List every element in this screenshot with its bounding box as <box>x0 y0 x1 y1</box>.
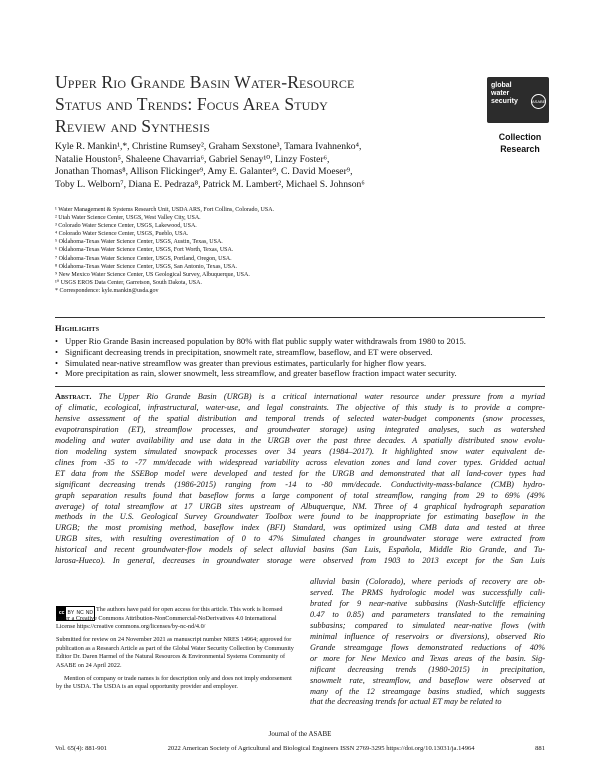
abstract-line: hensive assessment of the spatial distribution and temporal trends of selected water-budget components (snow processes, <box>55 413 545 423</box>
abstract-line: minimal influence of reservoirs or diversions), observed Rio <box>310 631 545 641</box>
abstract-line: tion modeling system simulated snowpack processes over 34 years (1984–2017). It highlighted snow water equivalent de- <box>55 446 545 456</box>
paper-title <box>55 71 475 137</box>
abstract-line: Grande streamgage flows demonstrated reductions of 40% <box>310 642 545 652</box>
affiliation: ² Utah Water Science Center, USGS, West Valley City, USA. <box>55 215 201 222</box>
abstract-line: evapotranspiration (ET), streamflow processes, and groundwater storage) using integrated analyses, such as watershed <box>55 424 545 434</box>
abstract-line: average) of total streamflow at 17 URGB sites upstream of Albuquerque, NM. Three of 4 graphical hydrograph separation <box>55 501 545 511</box>
abstract-line: Abstract. The Upper Rio Grande Basin (URGB) is a critical international water resource under pressure from a myriad <box>55 392 545 401</box>
affiliation: ¹ Water Management & Systems Research Unit, USDA ARS, Fort Collins, Colorado, USA. <box>55 207 275 213</box>
abstract-line: ET data from the SSEBop model were developed and tested for the URGB and demonstrated that all land-cover types had <box>55 468 545 478</box>
highlight-item: • Upper Rio Grande Basin increased population by 80% with flat public supply water withdrawals from 1980 to 2015. <box>55 336 545 347</box>
abstract-line: snowmelt rate, streamflow, and baseflow were observed at <box>310 675 545 685</box>
front-matter-notes <box>56 606 296 696</box>
affiliation: ³ Colorado Water Science Center, USGS, Lakewood, USA. <box>55 223 197 230</box>
abstract-line: alluvial basin (Colorado), where periods of recovery are ob- <box>310 577 545 586</box>
highlight-item: • More precipitation as rain, slower snowmelt, less streamflow, and greater baseflow fraction impact water security. <box>55 368 545 379</box>
abstract <box>55 392 545 567</box>
abstract-line: that the decreasing trends for actual ET may be related to <box>310 697 502 707</box>
volume-info: Vol. 65(4): 881-901 <box>55 745 108 752</box>
abstract-label: Abstract. <box>55 392 92 401</box>
highlights-bottom-rule <box>55 386 545 387</box>
highlight-item: • Significant decreasing trends in precipitation, snowmelt rate, streamflow, baseflow, and ET were observed. <box>55 347 545 358</box>
page-footer <box>55 745 545 752</box>
abstract-line: of climatic, ecological, infrastructural, water-use, and legal constraints. The objective of this study is to provide a compre- <box>55 402 545 412</box>
correspondence: * Correspondence: kyle.mankin@usda.gov <box>55 287 159 294</box>
abstract-line: nificant decreasing trends (1980-2015) in precipitation, <box>310 664 545 674</box>
author-line: Jonathan Thomas⁸, Allison Flickinger⁹, Amy E. Galanter⁹, C. David Moeser⁹, <box>55 166 353 178</box>
affiliation: ⁶ Oklahoma-Texas Water Science Center, USGS, Fort Worth, Texas, USA. <box>55 247 234 254</box>
page-number: 881 <box>535 745 545 752</box>
submission-note: Submitted for review on 24 November 2021 as manuscript number NRES 14964; approved for publication as a Research Article as part of the Global Water Security Collection by Community Editor Dr. Daren Harmel of the Natural Resources & Environmental Systems Community of ASABE on 24 April 2022. <box>56 636 294 669</box>
logo-text: global water security <box>491 82 518 105</box>
highlights-heading: Highlights <box>55 323 100 333</box>
collection-label: Collection Research <box>498 132 542 154</box>
abstract-line: many of the 12 streamgage basins studied, which suggests <box>310 686 545 696</box>
abstract-line: 0.47 to 0.85) and parameters translated to the remaining <box>310 609 545 619</box>
abstract-line: URGB sites, with resulting overestimation of 0 to 47% Simulated changes in groundwater storage were extracted from <box>55 534 545 544</box>
disclaimer-note: Mention of company or trade names is for description only and does not imply endorsement by the USDA. The USDA is an equal opportunity provider and employer. <box>56 674 292 690</box>
author-list <box>55 141 475 192</box>
abstract-line: historical and recent groundwater-flow models of select alluvial basins (San Luis, Española, Middle Rio Grande, and Tu- <box>55 545 545 555</box>
highlight-item: • Simulated near-native streamflow was greater than previous estimates, particularly for higher flow years. <box>55 358 545 369</box>
abstract-right-column <box>310 577 545 708</box>
copyright-info: 2022 American Society of Agricultural and Biological Engineers ISSN 2769-3295 https://doi.org/10.13031/ja.14964 <box>167 745 475 752</box>
author-line: Kyle R. Mankin¹,*, Christine Rumsey², Graham Sexstone³, Tamara Ivahnenko⁴, <box>55 141 362 152</box>
affiliation: ⁵ Oklahoma-Texas Water Science Center, USGS, Austin, Texas, USA. <box>55 239 223 246</box>
affiliation: ¹⁰ USGS EROS Data Center, Garretson, South Dakota, USA. <box>55 279 202 286</box>
highlights-top-rule <box>55 317 545 318</box>
abstract-line: graph separation results found that baseflow forms a large component of total streamflow, ranging from 29 to 69% (49% <box>55 490 545 500</box>
abstract-line: modeling and water availability and use data in the URGB over the past three decades. A spatially distributed snow evolu- <box>55 435 545 445</box>
abstract-line: or more for New Mexico and Texas areas of the basin. Sig- <box>310 653 545 663</box>
author-line: Toby L. Welborn⁷, Diana E. Pedraza⁸, Patrick M. Lambert², Michael S. Johnson⁶ <box>55 179 365 191</box>
abstract-line: URGB; the most promising method, baseflow index (BFI) Standard, was optimized using CMB data and tested at three <box>55 523 545 533</box>
abstract-line: methods in the U.S. Geological Survey Groundwater Toolbox were found to be inappropriate for estimating baseflow in the <box>55 512 545 522</box>
abstract-line: clines from -35 to -77 mm/decade with widespread variability across elevation zones and land cover types. Gridded actual <box>55 457 545 467</box>
abstract-line: subbasins; compared to simulated near-native flows (with <box>310 620 545 630</box>
author-line: Natalie Houston⁵, Shaleene Chavarria⁶, Gabriel Senay¹⁰, Linzy Foster⁶, <box>55 153 330 165</box>
title-line: Review and Synthesis <box>55 116 210 136</box>
creative-commons-badge-icon: cc BY NC ND <box>56 606 95 621</box>
highlights-list <box>55 336 545 379</box>
journal-name: Journal of the ASABE <box>268 730 332 738</box>
asabe-seal-icon: ASABE <box>531 94 546 109</box>
abstract-line: brated for 9 near-native subbasins (Nash-Sutcliffe efficiency <box>310 598 545 608</box>
affiliation: ⁴ Colorado Water Science Center, USGS, Pueblo, USA. <box>55 231 189 238</box>
affiliation: ⁸ Oklahoma-Texas Water Science Center, USGS, San Antonio, Texas, USA. <box>55 263 237 270</box>
title-line: Upper Rio Grande Basin Water-Resource <box>55 72 355 92</box>
title-line: Status and Trends: Focus Area Study <box>55 94 328 114</box>
abstract-line: larosa-Hueco). In general, decreases in groundwater storage were observed from 1903 to 2013 except for the San Luis <box>55 556 545 566</box>
open-access-note: The authors have paid for open access for this article. This work is licensed under a Creative Commons Attribution-NonCommercial-NoDerivatives 4.0 International License https://creative commons.org/licenses/by-nc-nd/4.0/ <box>56 606 283 630</box>
affiliation: ⁷ Oklahoma-Texas Water Science Center, USGS, Portland, Oregon, USA. <box>55 255 232 262</box>
abstract-line: served. The PRMS hydrologic model was successfully cali- <box>310 587 545 597</box>
affiliation-list <box>55 206 485 295</box>
affiliation: ⁹ New Mexico Water Science Center, US Geological Survey, Albuquerque, USA. <box>55 271 250 278</box>
abstract-line: significant decreasing trends (1986-2015) ranging from -14 to -80 mm/decade. Conductivity-mass-balance (CMB) hydro- <box>55 479 545 489</box>
